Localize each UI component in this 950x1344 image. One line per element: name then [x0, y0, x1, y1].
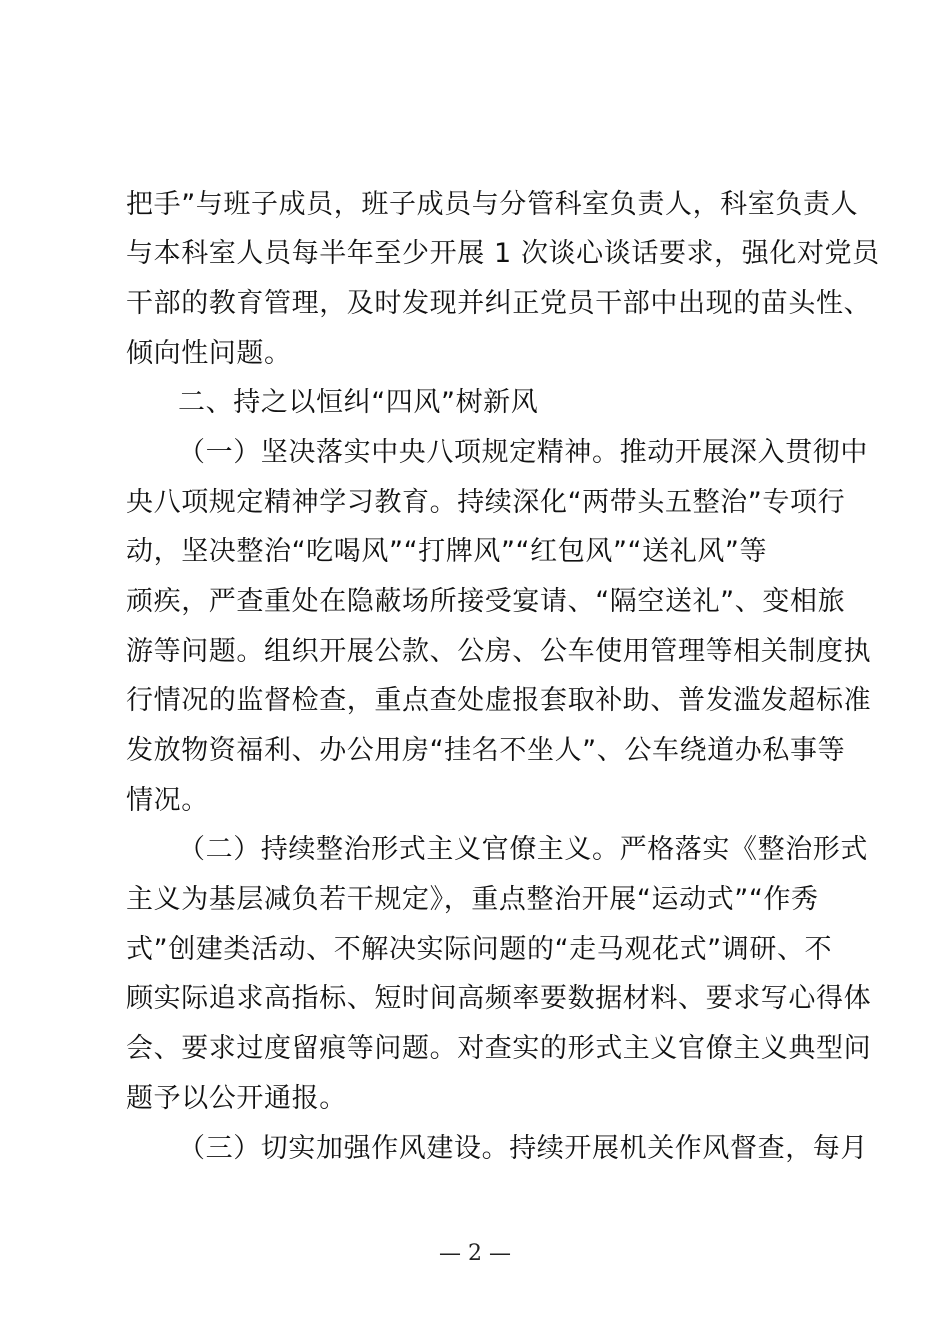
text-line-14: （二）持续整治形式主义官僚主义。严格落实《整治形式: [178, 834, 868, 865]
text-line-11: 行情况的监督检查，重点查处虚报套取补助、普发滥发超标准: [126, 685, 872, 716]
section-heading: 二、持之以恒纠“四风”树新风: [178, 387, 539, 418]
page-number: — 2 —: [439, 1241, 511, 1266]
text-line-4: 倾向性问题。: [126, 338, 292, 369]
text-line-8: 动，坚决整治“吃喝风”“打牌风”“红包风”“送礼风”等: [126, 536, 768, 567]
text-line-15: 主义为基层减负若干规定》，重点整治开展“运动式”“作秀: [126, 884, 819, 915]
text-line-18: 会、要求过度留痕等问题。对查实的形式主义官僚主义典型问: [126, 1033, 872, 1064]
text-line-2: 与本科室人员每半年至少开展 1 次谈心谈话要求，强化对党员: [126, 238, 880, 269]
text-line-10: 游等问题。组织开展公款、公房、公车使用管理等相关制度执: [126, 636, 872, 667]
text-line-1: 把手”与班子成员，班子成员与分管科室负责人，科室负责人: [126, 189, 859, 220]
text-line-3: 干部的教育管理，及时发现并纠正党员干部中出现的苗头性、: [126, 288, 872, 319]
text-line-6: （一）坚决落实中央八项规定精神。推动开展深入贯彻中: [178, 437, 868, 468]
text-line-16: 式”创建类活动、不解决实际问题的“走马观花式”调研、不: [126, 934, 833, 965]
text-line-19: 题予以公开通报。: [126, 1083, 347, 1114]
text-line-9: 顽疾，严查重处在隐蔽场所接受宴请、“隔空送礼”、变相旅: [126, 586, 846, 617]
text-line-13: 情况。: [126, 785, 209, 816]
text-line-20: （三）切实加强作风建设。持续开展机关作风督查，每月: [178, 1133, 868, 1164]
text-line-12: 发放物资福利、办公用房“挂名不坐人”、公车绕道办私事等: [126, 735, 846, 766]
text-line-17: 顾实际追求高指标、短时间高频率要数据材料、要求写心得体: [126, 983, 872, 1014]
text-line-7: 央八项规定精神学习教育。持续深化“两带头五整治”专项行: [126, 487, 846, 518]
